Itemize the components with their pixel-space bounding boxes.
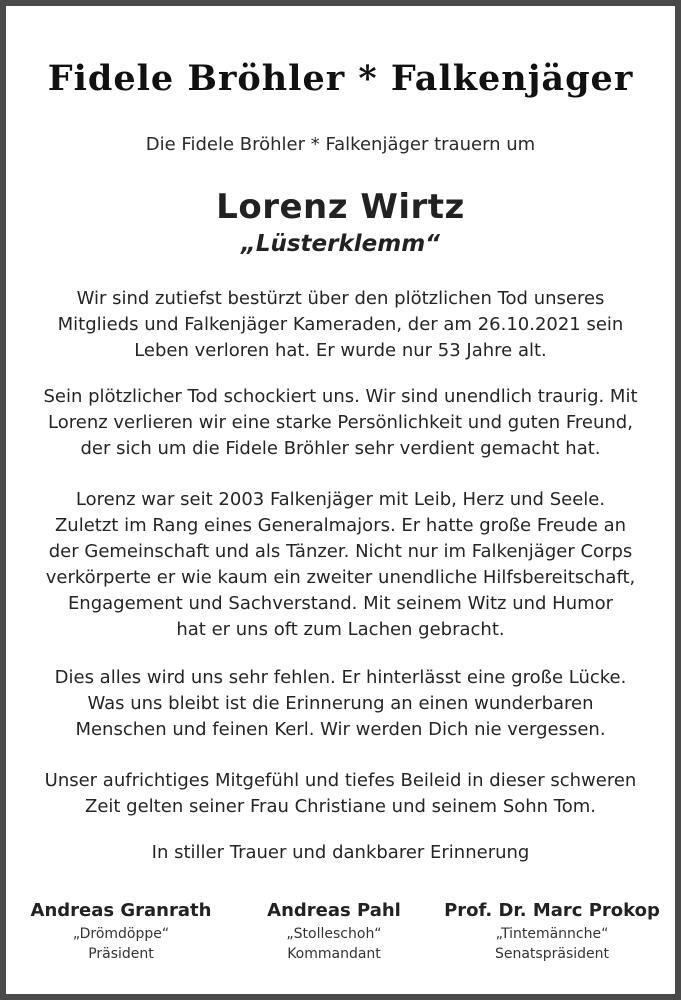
paragraph-line: der sich um die Fidele Bröhler sehr verdient gemacht hat. xyxy=(80,438,601,459)
paragraph-line: Lorenz war seit 2003 Falkenjäger mit Leib, Herz und Seele. xyxy=(75,489,606,510)
deceased-name: Lorenz Wirtz xyxy=(216,187,465,227)
deceased-nickname: „Lüsterklemm“ xyxy=(241,231,440,257)
intro-line: Die Fidele Bröhler * Falkenjäger trauern um xyxy=(145,134,536,155)
paragraph-line: Zuletzt im Rang eines Generalmajors. Er hatte große Freude an xyxy=(54,515,627,536)
paragraph-line: Sein plötzlicher Tod schockiert uns. Wir sind unendlich traurig. Mit xyxy=(43,386,638,407)
signature-block xyxy=(6,898,675,968)
paragraph-line: verkörperte er wie kaum ein zweiter unendliche Hilfsbereitschaft, xyxy=(45,567,636,588)
paragraph-1 xyxy=(6,286,675,364)
signer-name: Andreas Granrath xyxy=(30,900,212,921)
signer-role: Präsident xyxy=(88,946,154,962)
paragraph-4 xyxy=(6,665,675,743)
signature-commander xyxy=(250,898,418,964)
signature-senate-president xyxy=(438,898,666,964)
paragraph-line: Wir sind zutiefst bestürzt über den plötzlichen Tod unseres xyxy=(76,288,605,309)
paragraph-line: Unser aufrichtiges Mitgefühl und tiefes Beileid in dieser schweren xyxy=(44,770,637,791)
paragraph-line: Mitglieds und Falkenjäger Kameraden, der am 26.10.2021 sein xyxy=(57,314,624,335)
closing-line: In stiller Trauer und dankbarer Erinnerung xyxy=(151,842,530,863)
paragraph-line: Engagement und Sachverstand. Mit seinem Witz und Humor xyxy=(67,593,614,614)
signer-name: Andreas Pahl xyxy=(267,900,401,921)
paragraph-line: Lorenz verlieren wir eine starke Persönlichkeit und guten Freund, xyxy=(48,412,633,433)
paragraph-3 xyxy=(6,487,675,643)
paragraph-5 xyxy=(6,768,675,820)
paragraph-2 xyxy=(6,384,675,462)
signer-nickname: „Drömdöppe“ xyxy=(72,926,170,942)
paragraph-line: der Gemeinschaft und als Tänzer. Nicht nur im Falkenjäger Corps xyxy=(48,541,633,562)
signer-role: Senatspräsident xyxy=(494,946,609,962)
paragraph-line: Dies alles wird uns sehr fehlen. Er hinterlässt eine große Lücke. xyxy=(54,667,627,688)
signer-role: Kommandant xyxy=(287,946,381,962)
signer-nickname: „Tintemännche“ xyxy=(495,926,609,942)
club-title: Fidele Bröhler * Falkenjäger xyxy=(47,58,634,99)
obituary-notice xyxy=(6,6,675,994)
signature-president xyxy=(20,898,222,964)
signer-nickname: „Stolleschoh“ xyxy=(286,926,382,942)
signer-name: Prof. Dr. Marc Prokop xyxy=(444,900,660,921)
paragraph-line: Leben verloren hat. Er wurde nur 53 Jahre alt. xyxy=(134,340,547,361)
paragraph-line: Menschen und feinen Kerl. Wir werden Dich nie vergessen. xyxy=(75,719,606,740)
paragraph-line: Was uns bleibt ist die Erinnerung an einen wunderbaren xyxy=(87,693,594,714)
paragraph-line: hat er uns oft zum Lachen gebracht. xyxy=(176,619,505,640)
paragraph-line: Zeit gelten seiner Frau Christiane und seinem Sohn Tom. xyxy=(85,796,596,817)
